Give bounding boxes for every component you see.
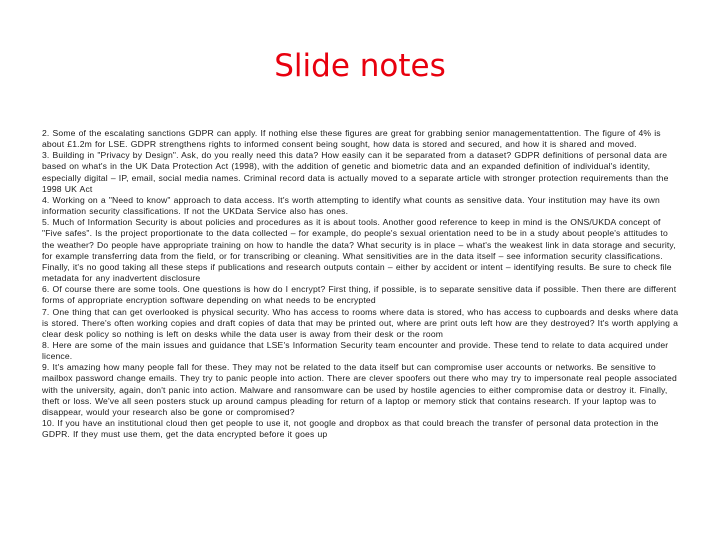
slide-notes-body	[42, 128, 682, 440]
note-paragraph-7: 7. One thing that can get overlooked is physical security. Who has access to rooms where data is stored, who has access to cupboards and desks where data is stored. There's often working copies and draft copies of data that may be printed out, where are print outs left how are they destroyed? It's worth applying a clear desk policy so nothing is left on desks while the data user is away from their desk or the room	[42, 306, 679, 339]
note-paragraph-4: 4. Working on a "Need to know" approach to data access. It's worth attempting to identify what counts as sensitive data. Your institution may have its own information security classifications. If not the UKData Service also has ones.	[42, 194, 660, 217]
note-paragraph-2: 2. Some of the escalating sanctions GDPR can apply. If nothing else these figures are great for grabbing senior managementattention. The figure of 4% is about £1.2m for LSE. GDPR strengthens rights to informed consent being sought, how data is stored and secured, and how it is shared and moved.	[42, 128, 661, 150]
note-paragraph-3: 3. Building in "Privacy by Design". Ask, do you really need this data? How easily can it be separated from a dataset? GDPR definitions of personal data are based on what's in the UK Data Protection Act (1998), with the addition of genetic and biometric data and an expanded definition of individual's identity, especially digital – IP, email, social media names. Criminal record data is actually moved to a separate article with stronger protection requirements than the 1998 UK Act	[42, 150, 669, 194]
note-paragraph-5: 5. Much of Information Security is about policies and procedures as it is about tools. Another good reference to keep in mind is the ONS/UKDA concept of "Five safes". Is the project proportionate to the data collected – for example, do people's sexual orientation need to be in a study about people's attitudes to the weather? Do people have appropriate training on how to handle the data? What security is in place – what's the weakest link in data storage and security, for example transferring data from the field, or for transcribing or cleaning. What sensitivities are in the data itself – see information security classifications. Finally, it's no good taking all these steps if publications and research outputs contain – either by accident or intent – identifying results. Be sure to check file metadata for any inadvertent disclosure	[42, 217, 676, 284]
note-paragraph-6: 6. Of course there are some tools. One questions is how do I encrypt? First thing, if possible, is to separate sensitive data if possible. Then there are different forms of appropriate encryption software depending on what needs to be encrypted	[42, 284, 677, 306]
slide-title: Slide notes	[274, 48, 446, 84]
note-paragraph-8: 8. Here are some of the main issues and guidance that LSE's Information Security team encounter and provide. These tend to relate to data acquired under licence.	[42, 339, 669, 362]
note-paragraph-9: 9. It's amazing how many people fall for these. They may not be related to the data itself but can compromise user accounts or networks. Be sensitive to mailbox password change emails. They try to panic people into action. There are clever spoofers out there who may try to impersonate real people associated with the university, again, don't panic into action. Malware and ransomware can be used by hostile agencies to either compromise data or destroy it. Finally, theft or loss. We've all seen posters stuck up around campus pleading for return of a laptop or memory stick that contains research. If your laptop was to disappear, would your research also be gone or compromised?	[42, 362, 677, 417]
note-paragraph-10: 10. If you have an institutional cloud then get people to use it, not google and dropbox as that could breach the transfer of personal data protection in the GDPR. If they must use them, get the data encrypted before it goes up	[42, 418, 659, 440]
